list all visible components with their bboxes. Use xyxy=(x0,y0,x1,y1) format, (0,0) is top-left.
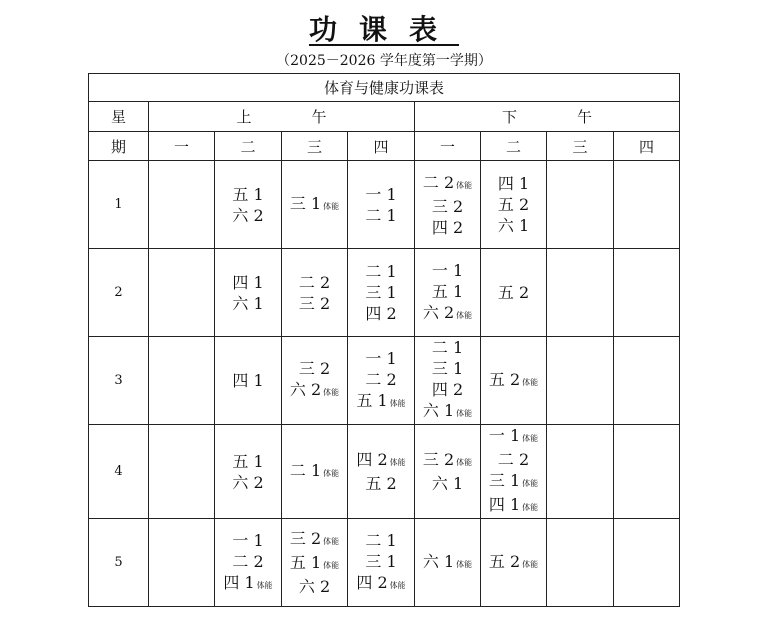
class-label: 六 2 xyxy=(422,302,455,322)
schedule-cell xyxy=(547,425,614,519)
class-entry xyxy=(348,390,414,414)
class-label: 六 1 xyxy=(422,401,455,420)
afternoon-period-2: 二 xyxy=(481,132,547,161)
day-number: 5 xyxy=(89,519,149,607)
class-entry xyxy=(348,572,414,596)
class-entry xyxy=(348,473,414,494)
fitness-tag: 体能 xyxy=(522,377,539,387)
class-label: 二 2 xyxy=(422,172,455,192)
class-entry xyxy=(415,358,480,379)
class-entry xyxy=(348,205,414,226)
fitness-tag: 体能 xyxy=(323,468,340,478)
schedule-cell xyxy=(614,161,680,249)
schedule-cell xyxy=(614,249,680,337)
weekday-label-bottom: 期 xyxy=(89,132,149,161)
class-label: 三 2 xyxy=(298,359,331,378)
class-label: 一 1 xyxy=(365,348,397,368)
fitness-tag: 体能 xyxy=(456,458,473,467)
class-entry xyxy=(481,551,546,575)
class-entry xyxy=(415,473,480,494)
class-entry xyxy=(215,370,281,391)
class-label: 六 2 xyxy=(232,472,264,492)
class-entry xyxy=(282,193,347,217)
class-label: 五 1 xyxy=(232,451,264,471)
fitness-tag: 体能 xyxy=(522,503,539,512)
schedule-cell xyxy=(614,337,680,425)
class-label: 五 1 xyxy=(232,184,264,204)
class-label: 六 1 xyxy=(232,293,264,313)
schedule-cell xyxy=(481,425,547,519)
class-label: 四 1 xyxy=(232,371,264,390)
class-entry xyxy=(415,217,480,238)
class-entry xyxy=(481,215,546,236)
class-label: 五 2 xyxy=(488,551,521,571)
class-entry xyxy=(481,470,546,494)
schedule-cell xyxy=(149,337,215,425)
schedule-cell xyxy=(348,161,415,249)
schedule-cell xyxy=(415,337,481,425)
afternoon-period-4: 四 xyxy=(614,132,680,161)
class-entry xyxy=(348,551,414,572)
schedule-cell xyxy=(282,249,348,337)
class-label: 一 1 xyxy=(365,184,397,204)
class-label: 四 2 xyxy=(431,380,464,399)
table-caption: 体育与健康功课表 xyxy=(89,74,680,102)
schedule-cell xyxy=(348,425,415,519)
fitness-tag: 体能 xyxy=(389,580,406,590)
day-row xyxy=(89,425,680,519)
class-entry xyxy=(415,172,480,196)
class-label: 二 2 xyxy=(365,369,397,389)
class-label: 二 2 xyxy=(497,450,530,469)
class-entry xyxy=(348,449,414,473)
class-label: 五 1 xyxy=(289,553,322,572)
class-label: 四 1 xyxy=(223,572,255,592)
schedule-cell xyxy=(215,425,282,519)
afternoon-period-3: 三 xyxy=(547,132,614,161)
class-entry xyxy=(481,282,546,303)
schedule-cell xyxy=(215,161,282,249)
period-header-row xyxy=(89,132,680,161)
class-entry xyxy=(348,530,414,551)
class-label: 二 1 xyxy=(431,338,464,357)
day-number: 3 xyxy=(89,337,149,425)
schedule-cell xyxy=(415,425,481,519)
morning-period-4: 四 xyxy=(348,132,415,161)
day-row xyxy=(89,519,680,607)
weekday-label-top: 星 xyxy=(89,102,149,132)
schedule-cell xyxy=(149,249,215,337)
schedule-cell xyxy=(614,425,680,519)
class-entry xyxy=(215,184,281,205)
class-entry xyxy=(348,303,414,324)
class-label: 一 1 xyxy=(488,426,521,445)
fitness-tag: 体能 xyxy=(256,580,273,590)
class-label: 一 1 xyxy=(431,260,464,280)
class-entry xyxy=(282,358,347,379)
class-entry xyxy=(282,272,347,293)
day-number: 1 xyxy=(89,161,149,249)
morning-period-1: 一 xyxy=(149,132,215,161)
schedule-cell xyxy=(481,519,547,607)
class-label: 四 2 xyxy=(356,572,388,592)
class-label: 六 2 xyxy=(232,205,264,225)
fitness-tag: 体能 xyxy=(389,458,406,467)
schedule-cell xyxy=(547,161,614,249)
schedule-cell xyxy=(348,249,415,337)
page-subtitle: （2025－2026 学年度第一学期） xyxy=(276,53,492,69)
fitness-tag: 体能 xyxy=(323,201,340,211)
class-label: 三 2 xyxy=(431,196,464,216)
class-entry xyxy=(415,260,480,281)
class-label: 五 2 xyxy=(365,474,397,493)
class-label: 四 2 xyxy=(431,217,464,237)
class-label: 二 1 xyxy=(289,460,322,480)
class-label: 三 2 xyxy=(289,529,322,548)
schedule-cell xyxy=(215,249,282,337)
schedule-cell xyxy=(481,337,547,425)
class-entry xyxy=(481,173,546,194)
morning-label: 上午 xyxy=(236,108,387,126)
class-label: 二 2 xyxy=(232,551,264,571)
schedule-cell xyxy=(547,337,614,425)
class-entry xyxy=(215,551,281,572)
fitness-tag: 体能 xyxy=(323,537,340,546)
class-entry xyxy=(282,379,347,403)
class-entry xyxy=(415,196,480,217)
class-label: 二 1 xyxy=(365,262,397,281)
day-number: 4 xyxy=(89,425,149,519)
schedule-cell xyxy=(481,249,547,337)
half-day-header-row xyxy=(89,102,680,132)
schedule-table xyxy=(88,73,680,607)
class-entry xyxy=(282,293,347,314)
class-label: 三 1 xyxy=(365,551,397,571)
class-entry xyxy=(215,472,281,493)
schedule-cell xyxy=(282,161,348,249)
class-entry xyxy=(215,272,281,293)
morning-header xyxy=(149,102,415,132)
schedule-cell xyxy=(415,249,481,337)
class-entry xyxy=(415,281,480,302)
class-label: 四 1 xyxy=(497,174,530,193)
class-entry xyxy=(215,530,281,551)
class-label: 一 1 xyxy=(232,530,264,550)
fitness-tag: 体能 xyxy=(323,388,340,397)
class-label: 六 1 xyxy=(497,216,530,235)
class-label: 三 2 xyxy=(298,293,331,313)
morning-period-3: 三 xyxy=(282,132,348,161)
fitness-tag: 体能 xyxy=(456,180,473,190)
schedule-cell xyxy=(215,337,282,425)
class-entry xyxy=(481,194,546,215)
schedule-cell xyxy=(614,519,680,607)
fitness-tag: 体能 xyxy=(456,559,473,569)
fitness-tag: 体能 xyxy=(456,409,473,418)
class-label: 六 2 xyxy=(298,577,331,596)
morning-period-2: 二 xyxy=(215,132,282,161)
class-entry xyxy=(481,449,546,470)
class-label: 五 1 xyxy=(356,390,388,410)
class-entry xyxy=(282,460,347,484)
schedule-cell xyxy=(481,161,547,249)
class-entry xyxy=(415,337,480,358)
fitness-tag: 体能 xyxy=(389,398,406,408)
schedule-cell xyxy=(282,519,348,607)
afternoon-header xyxy=(415,102,680,132)
fitness-tag: 体能 xyxy=(522,479,539,488)
class-label: 五 2 xyxy=(497,195,530,214)
class-entry xyxy=(348,261,414,282)
class-entry xyxy=(348,369,414,390)
class-label: 四 2 xyxy=(365,304,397,323)
class-label: 六 2 xyxy=(289,380,322,399)
schedule-cell xyxy=(149,161,215,249)
class-entry xyxy=(282,552,347,576)
class-entry xyxy=(215,572,281,596)
class-entry xyxy=(215,451,281,472)
day-row xyxy=(89,249,680,337)
schedule-cell xyxy=(547,249,614,337)
day-row xyxy=(89,161,680,249)
page-title-text: 功课表 xyxy=(308,13,459,46)
afternoon-period-1: 一 xyxy=(415,132,481,161)
schedule-cell xyxy=(215,519,282,607)
class-entry xyxy=(415,379,480,400)
class-entry xyxy=(215,293,281,314)
schedule-cell xyxy=(415,519,481,607)
schedule-cell xyxy=(149,425,215,519)
class-label: 三 1 xyxy=(365,283,397,302)
schedule-cell xyxy=(348,337,415,425)
class-entry xyxy=(415,449,480,473)
class-label: 二 1 xyxy=(365,530,397,550)
schedule-cell xyxy=(547,519,614,607)
schedule-cell xyxy=(282,425,348,519)
class-label: 五 2 xyxy=(497,283,530,302)
day-number: 2 xyxy=(89,249,149,337)
class-entry xyxy=(348,282,414,303)
schedule-cell xyxy=(149,519,215,607)
class-entry xyxy=(415,400,480,424)
afternoon-label: 下午 xyxy=(502,108,653,126)
schedule-cell xyxy=(415,161,481,249)
class-entry xyxy=(215,205,281,226)
class-entry xyxy=(282,576,347,597)
caption-row xyxy=(89,74,680,102)
page-title xyxy=(0,8,768,48)
class-label: 五 2 xyxy=(488,369,521,389)
class-label: 二 1 xyxy=(365,205,397,225)
fitness-tag: 体能 xyxy=(522,559,539,569)
day-row xyxy=(89,337,680,425)
class-entry xyxy=(481,425,546,449)
schedule-cell xyxy=(282,337,348,425)
class-entry xyxy=(481,494,546,518)
class-entry xyxy=(282,528,347,552)
class-label: 五 1 xyxy=(431,281,464,301)
schedule-cell xyxy=(348,519,415,607)
fitness-tag: 体能 xyxy=(456,310,473,320)
class-label: 三 1 xyxy=(289,193,322,213)
class-label: 二 2 xyxy=(298,272,331,292)
class-label: 四 2 xyxy=(356,450,388,469)
class-entry xyxy=(481,369,546,393)
class-entry xyxy=(415,302,480,326)
class-label: 四 1 xyxy=(488,495,521,514)
class-label: 六 1 xyxy=(422,551,455,571)
fitness-tag: 体能 xyxy=(522,434,539,443)
class-entry xyxy=(348,184,414,205)
class-label: 四 1 xyxy=(232,272,264,292)
class-label: 三 1 xyxy=(488,471,521,490)
class-entry xyxy=(415,551,480,575)
fitness-tag: 体能 xyxy=(323,561,340,570)
class-entry xyxy=(348,348,414,369)
class-label: 六 1 xyxy=(431,474,464,493)
class-label: 三 2 xyxy=(422,450,455,469)
class-label: 三 1 xyxy=(431,359,464,378)
